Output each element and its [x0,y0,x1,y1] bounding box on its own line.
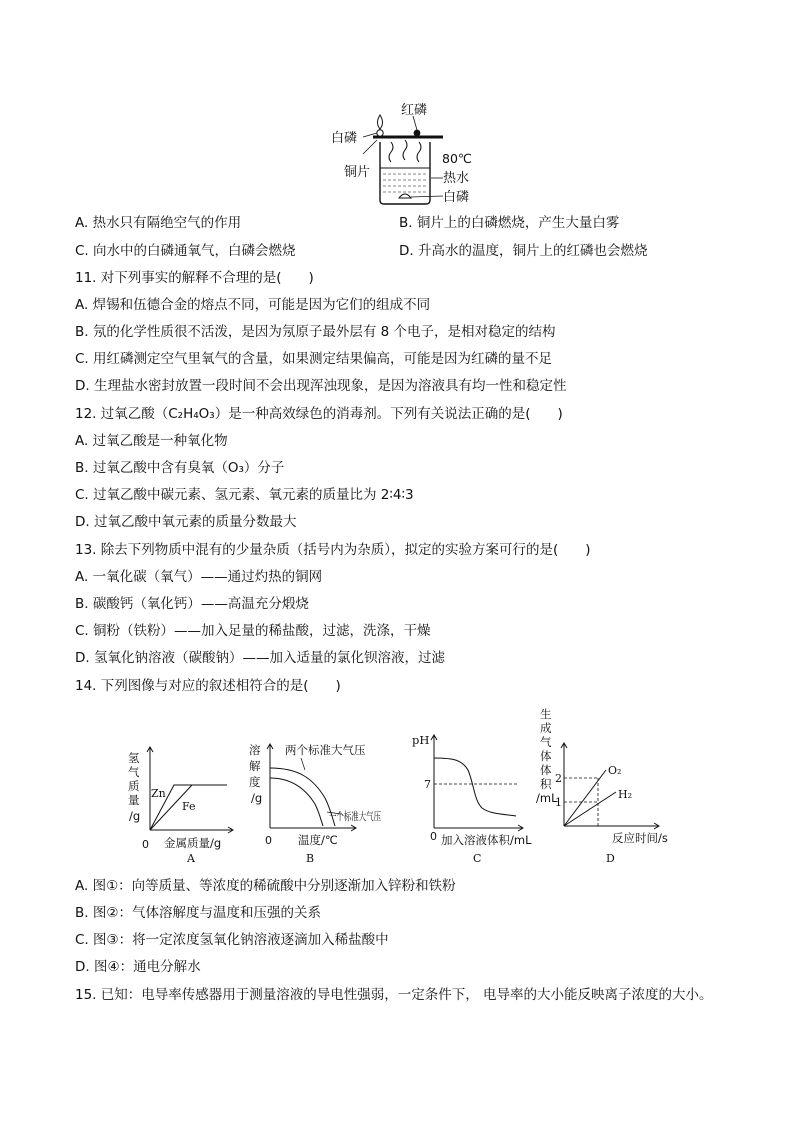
q12-option-d: D. 过氧乙酸中氧元素的质量分数最大 [75,514,297,530]
graph-c [410,730,550,865]
h2-line [564,792,616,826]
zn-label: Zn [151,787,166,800]
label-temperature: 80℃ [442,151,472,166]
graph-c-xlabel: 加入溶液体积/mL [441,833,532,847]
label-copper-sheet: 铜片 [344,165,371,180]
q12-option-a: A. 过氧乙酸是一种氧化物 [75,433,228,449]
two-atm-label: 两个标准大气压 [285,743,366,757]
q14-option-d: D. 图④：通电分解水 [75,959,201,975]
label-hot-water: 热水 [443,171,470,186]
q11-option-a: A. 焊锡和伍德合金的熔点不同，可能是因为它们的组成不同 [75,297,431,313]
q13-option-c: C. 铜粉（铁粉）——加入足量的稀盐酸，过滤，洗涤，干燥 [75,623,431,639]
graph-a-xlabel: 金属质量/g [164,836,222,850]
graph-d-tick-1: 1 [555,796,562,809]
svg-text:解: 解 [249,759,261,773]
q11-stem: 11. 对下列事实的解释不合理的是( ) [75,270,314,286]
q10-option-d: D. 升高水的温度，铜片上的红磷也会燃烧 [399,243,648,259]
graph-c-origin: 0 [430,830,437,843]
svg-text:/g: /g [129,809,141,823]
q14-stem: 14. 下列图像与对应的叙述相符合的是( ) [75,678,341,694]
graph-b-ylabel [249,743,262,805]
q12-stem: 12. 过氧乙酸（C₂H₄O₃）是一种高效绿色的消毒剂。下列有关说法正确的是( ) [75,406,563,422]
svg-text:积: 积 [540,777,552,791]
q14-option-b: B. 图②：气体溶解度与温度和压强的关系 [75,905,321,921]
svg-text:度: 度 [249,775,261,789]
graph-a-origin: 0 [142,838,149,851]
q10-option-a: A. 热水只有隔绝空气的作用 [75,215,242,231]
q12-option-c: C. 过氧乙酸中碳元素、氢元素、氧元素的质量比为 2∶4∶3 [75,487,414,503]
graph-d-tick-2: 2 [555,772,562,785]
svg-text:体: 体 [540,749,552,763]
o2-label: O₂ [608,764,622,777]
q10-option-b: B. 铜片上的白磷燃烧，产生大量白雾 [399,215,620,231]
graph-b-xlabel: 温度/℃ [298,833,338,847]
graph-c-caption: C [473,852,482,865]
graph-d [536,706,686,866]
svg-text:气: 气 [540,735,552,749]
graph-b-caption: B [306,852,315,865]
q13-option-d: D. 氢氧化钠溶液（碳酸钠）——加入适量的氯化钡溶液，过滤 [75,650,445,666]
h2-label: H₂ [618,788,633,801]
label-red-phosphorus: 红磷 [401,103,428,118]
svg-text:体: 体 [540,763,552,777]
graph-a-ylabel [128,751,140,823]
graph-d-xlabel: 反应时间/s [612,831,668,845]
graph-a [122,740,240,865]
label-white-phosphorus-water: 白磷 [443,190,470,205]
ph-curve [434,758,516,816]
svg-text:/mL: /mL [536,791,558,805]
combustion-apparatus-figure [325,100,485,210]
one-atm-label: 一个标准大气压 [329,810,406,823]
q11-option-c: C. 用红磷测定空气里氧气的含量，如果测定结果偏高，可能是因为红磷的量不足 [75,351,553,367]
svg-text:成: 成 [540,721,552,735]
q12-option-b: B. 过氧乙酸中含有臭氧（O₃）分子 [75,460,285,476]
q13-option-b: B. 碳酸钙（氧化钙）——高温充分煅烧 [75,596,309,612]
graph-b [243,740,406,865]
svg-text:质: 质 [128,779,140,793]
q13-stem: 13. 除去下列物质中混有的少量杂质（括号内为杂质），拟定的实验方案可行的是( ) [75,542,591,558]
svg-text:生: 生 [540,707,552,721]
graph-d-ylabel [536,707,558,805]
q15-stem: 15. 已知：电导率传感器用于测量溶液的导电性强弱，一定条件下， 电导率的大小能反映离子浓度的大小。 [75,987,713,1003]
svg-text:氢: 氢 [128,751,140,765]
graph-c-ylabel: pH [412,733,430,747]
q14-option-c: C. 图③：将一定浓度氢氧化钠溶液逐滴加入稀盐酸中 [75,932,389,948]
two-atm-curve [270,768,335,826]
graph-a-caption: A [187,852,195,865]
q11-option-b: B. 氖的化学性质很不活泼，是因为氖原子最外层有 8 个电子，是相对稳定的结构 [75,324,556,340]
fe-label: Fe [182,800,196,813]
q11-option-d: D. 生理盐水密封放置一段时间不会出现浑浊现象，是因为溶液具有均一性和稳定性 [75,378,567,394]
svg-text:溶: 溶 [249,743,261,757]
q14-option-a: A. 图①：向等质量、等浓度的稀硫酸中分别逐渐加入锌粉和铁粉 [75,878,456,894]
label-white-phosphorus-top: 白磷 [331,131,358,146]
svg-text:量: 量 [128,793,140,807]
graph-d-caption: D [606,852,615,865]
svg-text:气: 气 [128,765,140,779]
graph-c-tick-7: 7 [424,778,431,791]
q10-option-c: C. 向水中的白磷通氧气，白磷会燃烧 [75,243,296,259]
q13-option-a: A. 一氧化碳（氧气）——通过灼热的铜网 [75,569,323,585]
o2-line [564,770,606,826]
graph-b-origin: 0 [265,834,272,847]
svg-text:/g: /g [251,791,263,805]
